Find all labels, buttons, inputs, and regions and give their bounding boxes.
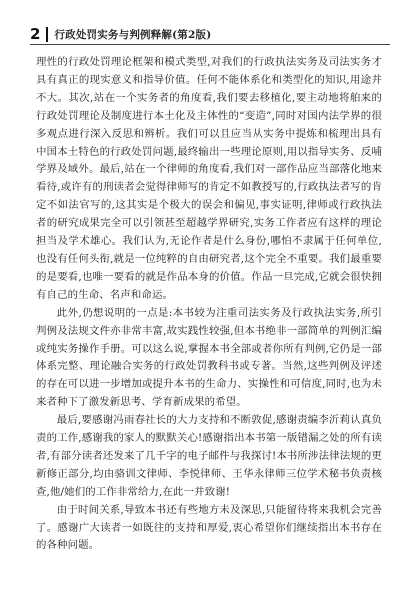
- page-header: [30, 22, 390, 42]
- header-divider-bar: [46, 27, 48, 42]
- header-rule: [30, 44, 390, 45]
- paragraph: 理性的行政处罚理论框架和模式类型,对我们的行政执法实务及司法实务才具有真正的现实意义和指导价值。任何不能体系化和类型化的知识,用途并不大。其次,站在一个实务者的角度看,我们要去移植化,要主动地将舶来的行政处罚理论及制度进行本土化及主体性的“变造”,同时对国内法学界的很多观点进行深入反思和辨析。我们可以且应当从实务中提炼和梳理出具有中国本土特色的行政处罚问题,最终输出一些理论原则,用以指导实务、反哺学界及域外。最后,站在一个律师的角度看,我们对一部作品应当部落化地来看待,或许有的刑读者会觉得律师写的肯定不如教授写的,行政执法者写的肯定不如法官写的,这其实是个极大的误会和偏见,事实证明,律师或行政执法者的研究成果完全可以引领甚至超越学界研究,实务工作者应有这样的理论担当及学术雄心。我们认为,无论作者是什么身份,哪怕不隶属于任何单位,也没有任何头衔,就是一位纯粹的自由研究者,这个完全不重要。我们最重要的是要看,也唯一要看的就是作品本身的价值。作品一旦完成,它就会很快拥有自己的生命、名声和命运。: [36, 56, 382, 301]
- paragraph: 由于时间关系,导致本书还有些地方未及深思,只能留待将来我机会完善了。感谢广大读者一如既往的支持和厚爱,衷心希望你们继续指出本书存在的各种问题。: [36, 503, 382, 552]
- paragraph: 此外,仍想说明的一点是:本书较为注重司法实务及行政执法实务,所引判例及法规文件亦非常丰富,故实践性较强,但本书绝非一部简单的判例汇编或纯实务操作手册。可以这么说,掌握本书全部或者你所有判例,它仍是一部体系完整、理论融合实务的行政处罚教科书或专著。当然,这些判例及评述的存在可以进一步增加或提升本书的生命力、实操性和可信度,同时,也为未来者种下了激发新思考、学育新成果的希望。: [36, 306, 382, 409]
- page-number: 2: [30, 25, 41, 43]
- paragraph: 最后,要感谢冯雨春社长的大力支持和不断敦促,感谢责编李沂莉认真负责的工作,感谢我的家人的默默关心!感谢指出本书第一版错漏之处的所有读者,有部分读者还发来了几千字的电子邮件与我探讨!本书所涉法律法规的更新修正部分,均由骆训文律师、李悦律师、王华永律师三位学术秘书负责核查,他/她们的工作非常给力,在此一并致谢!: [36, 414, 382, 498]
- running-title: 行政处罚实务与判例释解(第2版): [54, 29, 212, 41]
- body-text: [36, 54, 382, 555]
